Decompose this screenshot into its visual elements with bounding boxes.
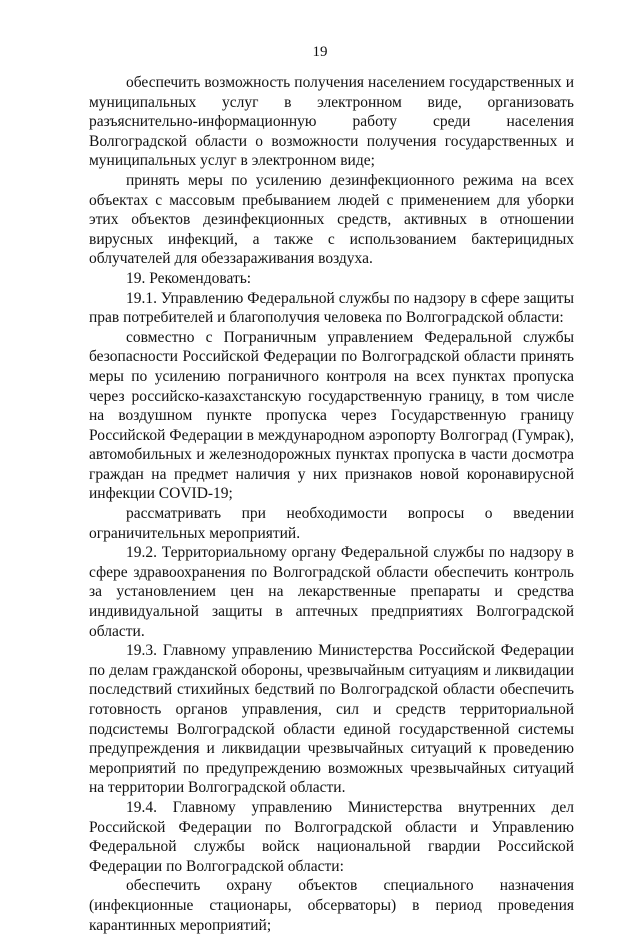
paragraph-19-4: 19.4. Главному управлению Министерства внутренних дел Российской Федерации по Волгоградской области и Управлению Федеральной службы войск национальной гвардии Российской Федерации по Волгоградской области: <box>89 798 574 875</box>
document-body <box>89 73 574 935</box>
paragraph-19-3: 19.3. Главному управлению Министерства Российской Федерации по делам гражданской обороны, чрезвычайным ситуациям и ликвидации последствий стихийных бедствий по Волгоградской области обеспечить готовность органов управления, сил и средств территориальной подсистемы Волгоградской области единой государственной системы предупреждения и ликвидации чрезвычайных ситуаций к проведению мероприятий по предупреждению возможных чрезвычайных ситуаций на территории Волгоградской области. <box>89 642 574 797</box>
paragraph-19-2: 19.2. Территориальному органу Федеральной службы по надзору в сфере здравоохранения по Волгоградской области обеспечить контроль за установлением цен на лекарственные препараты и средства индивидуальной защиты в аптечных предприятиях Волгоградской области. <box>89 544 574 640</box>
paragraph-disinfection-measures: принять меры по усилению дезинфекционного режима на всех объектах с массовым пребыванием людей с применением для уборки этих объектов дезинфекционных средств, активных в отношении вирусных инфекций, а также с использованием бактерицидных облучателей для обеззараживания воздуха. <box>89 171 574 268</box>
page-number: 19 <box>312 44 328 60</box>
paragraph-border-control: совместно с Пограничным управлением Федеральной службы безопасности Российской Федерации по Волгоградской области принять меры по усилению пограничного контроля на всех пунктах пропуска через российско-казахстанскую государственную границу, в том числе на воздушном пункте пропуска через Государственную границу Российской Федерации в международном аэропорту Волгоград (Гумрак), автомобильных и железнодорожных пунктах пропуска в части досмотра граждан на предмет наличия у них признаков новой коронавирусной инфекции COVID-19; <box>89 328 574 503</box>
paragraph-19-1: 19.1. Управлению Федеральной службы по надзору в сфере защиты прав потребителей и благополучия человека по Волгоградской области: <box>89 289 574 327</box>
paragraph-recommend-heading: 19. Рекомендовать: <box>126 269 252 287</box>
paragraph-restrictive-measures: рассматривать при необходимости вопросы о введении ограничительных мероприятий. <box>89 505 574 542</box>
paragraph-egov-services: обеспечить возможность получения населением государственных и муниципальных услуг в электронном виде, организовать разъяснительно-информационную работу среди населения Волгоградской области о возможности получения государственных и муниципальных услуг в электронном виде; <box>89 74 574 170</box>
paragraph-guard-facilities: обеспечить охрану объектов специального назначения (инфекционные стационары, обсерваторы) в период проведения карантинных мероприятий; <box>89 877 574 934</box>
